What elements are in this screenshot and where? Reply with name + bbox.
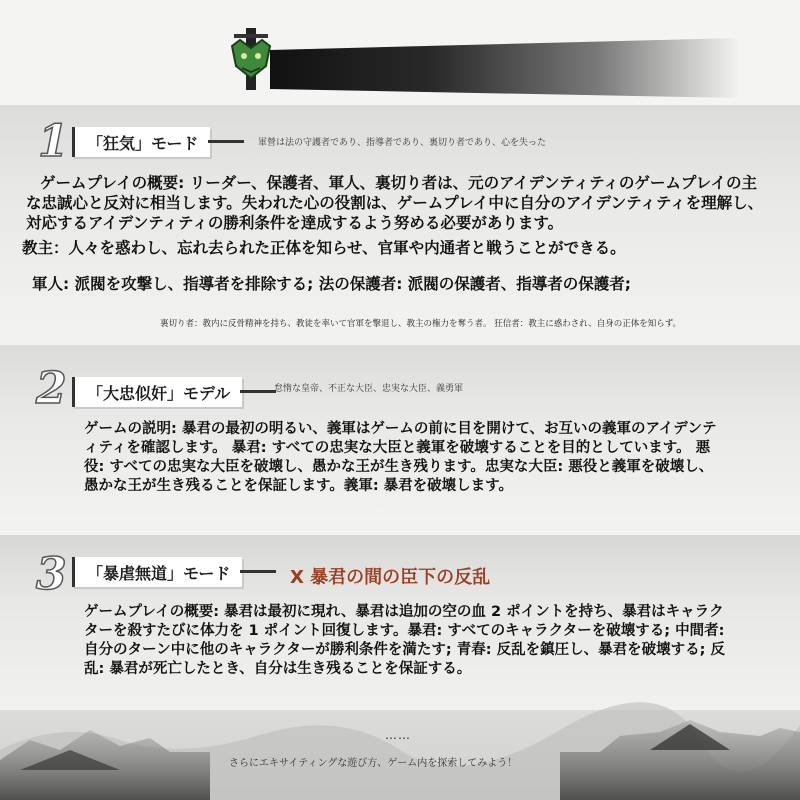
title-accent-bar <box>208 140 244 143</box>
section-2-description: ゲームの説明: 暴君の最初の明るい、義軍はゲームの前に目を開けて、お互いの義軍のアイデンティティを確認します。 暴君: すべての忠実な大臣と義軍を破壊することを目的としています。 悪役: すべての忠実な大臣を破壊し、愚かな王が生き残ります。忠実な大臣: 悪役と義軍を破壊し、愚かな王が生き残ることを保証します。義軍: 暴君を破壊します。 <box>84 421 717 494</box>
section-1-note: 裏切り者：教内に反骨精神を持ち、教徒を率いて官軍を撃退し、教主の権力を奪う者。 狂信者：教主に惑わされ、自身の正体を知らず。 <box>160 319 682 329</box>
section-3-title-text: 「暴虐無道」モード <box>87 563 231 583</box>
title-accent-bar <box>240 390 276 393</box>
section-3-heading: X 暴君の間の臣下の反乱 <box>290 567 491 588</box>
section-1-overview: ゲームプレイの概要: リーダー、保護者、軍人、裏切り者は、元のアイデンティティのゲームプレイの主な忠誠心と反対に相当します。失われた心の役割は、ゲームプレイ中に自分のアイデンティティを理解し、対応するアイデンティティの勝利条件を達成するよう努める必要があります。 <box>26 174 764 232</box>
demon-mask-emblem-icon <box>226 26 276 92</box>
section-3-number: 3 <box>36 549 67 600</box>
section-2-title-text: 「大忠似奸」モデル <box>87 383 231 403</box>
section-1-subtitle: 軍營は法の守護者であり、指導者であり、裏切り者であり、心を失った <box>258 138 547 148</box>
section-3-title <box>72 557 242 587</box>
section-1-number: 1 <box>38 116 69 167</box>
section-1-title <box>72 127 210 157</box>
section-3-overview: ゲームプレイの概要: 暴君は最初に現れ、暴君は追加の空の血 2 ポイントを持ち、暴君はキャラクターを殺すたびに体力を 1 ポイント回復します。暴君: すべてのキャラクターを破壊する; 中間者: 自分のターン中に他のキャラクターが勝利条件を満たす; 青春: 反乱を鎮圧し、暴君を破壊する; 反乱: 暴君が死亡したとき、自分は生き残ることを保証する。 <box>84 604 725 677</box>
section-2-title <box>72 377 242 407</box>
footer-dots: …… <box>385 728 411 742</box>
section-1-soldier: 軍人: 派閥を攻撃し、指導者を排除する; 法の保護者: 派閥の保護者、指導者の保護者; <box>32 275 631 293</box>
footer-text: さらにエキサイティングな遊び方、ゲーム内を探索してみよう！ <box>229 758 518 769</box>
section-2-subtitle: 怠惰な皇帝、不正な大臣、忠実な大臣、義勇軍 <box>274 384 464 394</box>
section-1-title-text: 「狂気」モード <box>87 133 199 153</box>
section-1-leader: 教主：人々を惑わし、忘れ去られた正体を知らせ、官軍や内通者と戦うことができる。 <box>22 239 626 257</box>
title-accent-bar <box>240 570 276 573</box>
section-2-number: 2 <box>36 363 67 414</box>
